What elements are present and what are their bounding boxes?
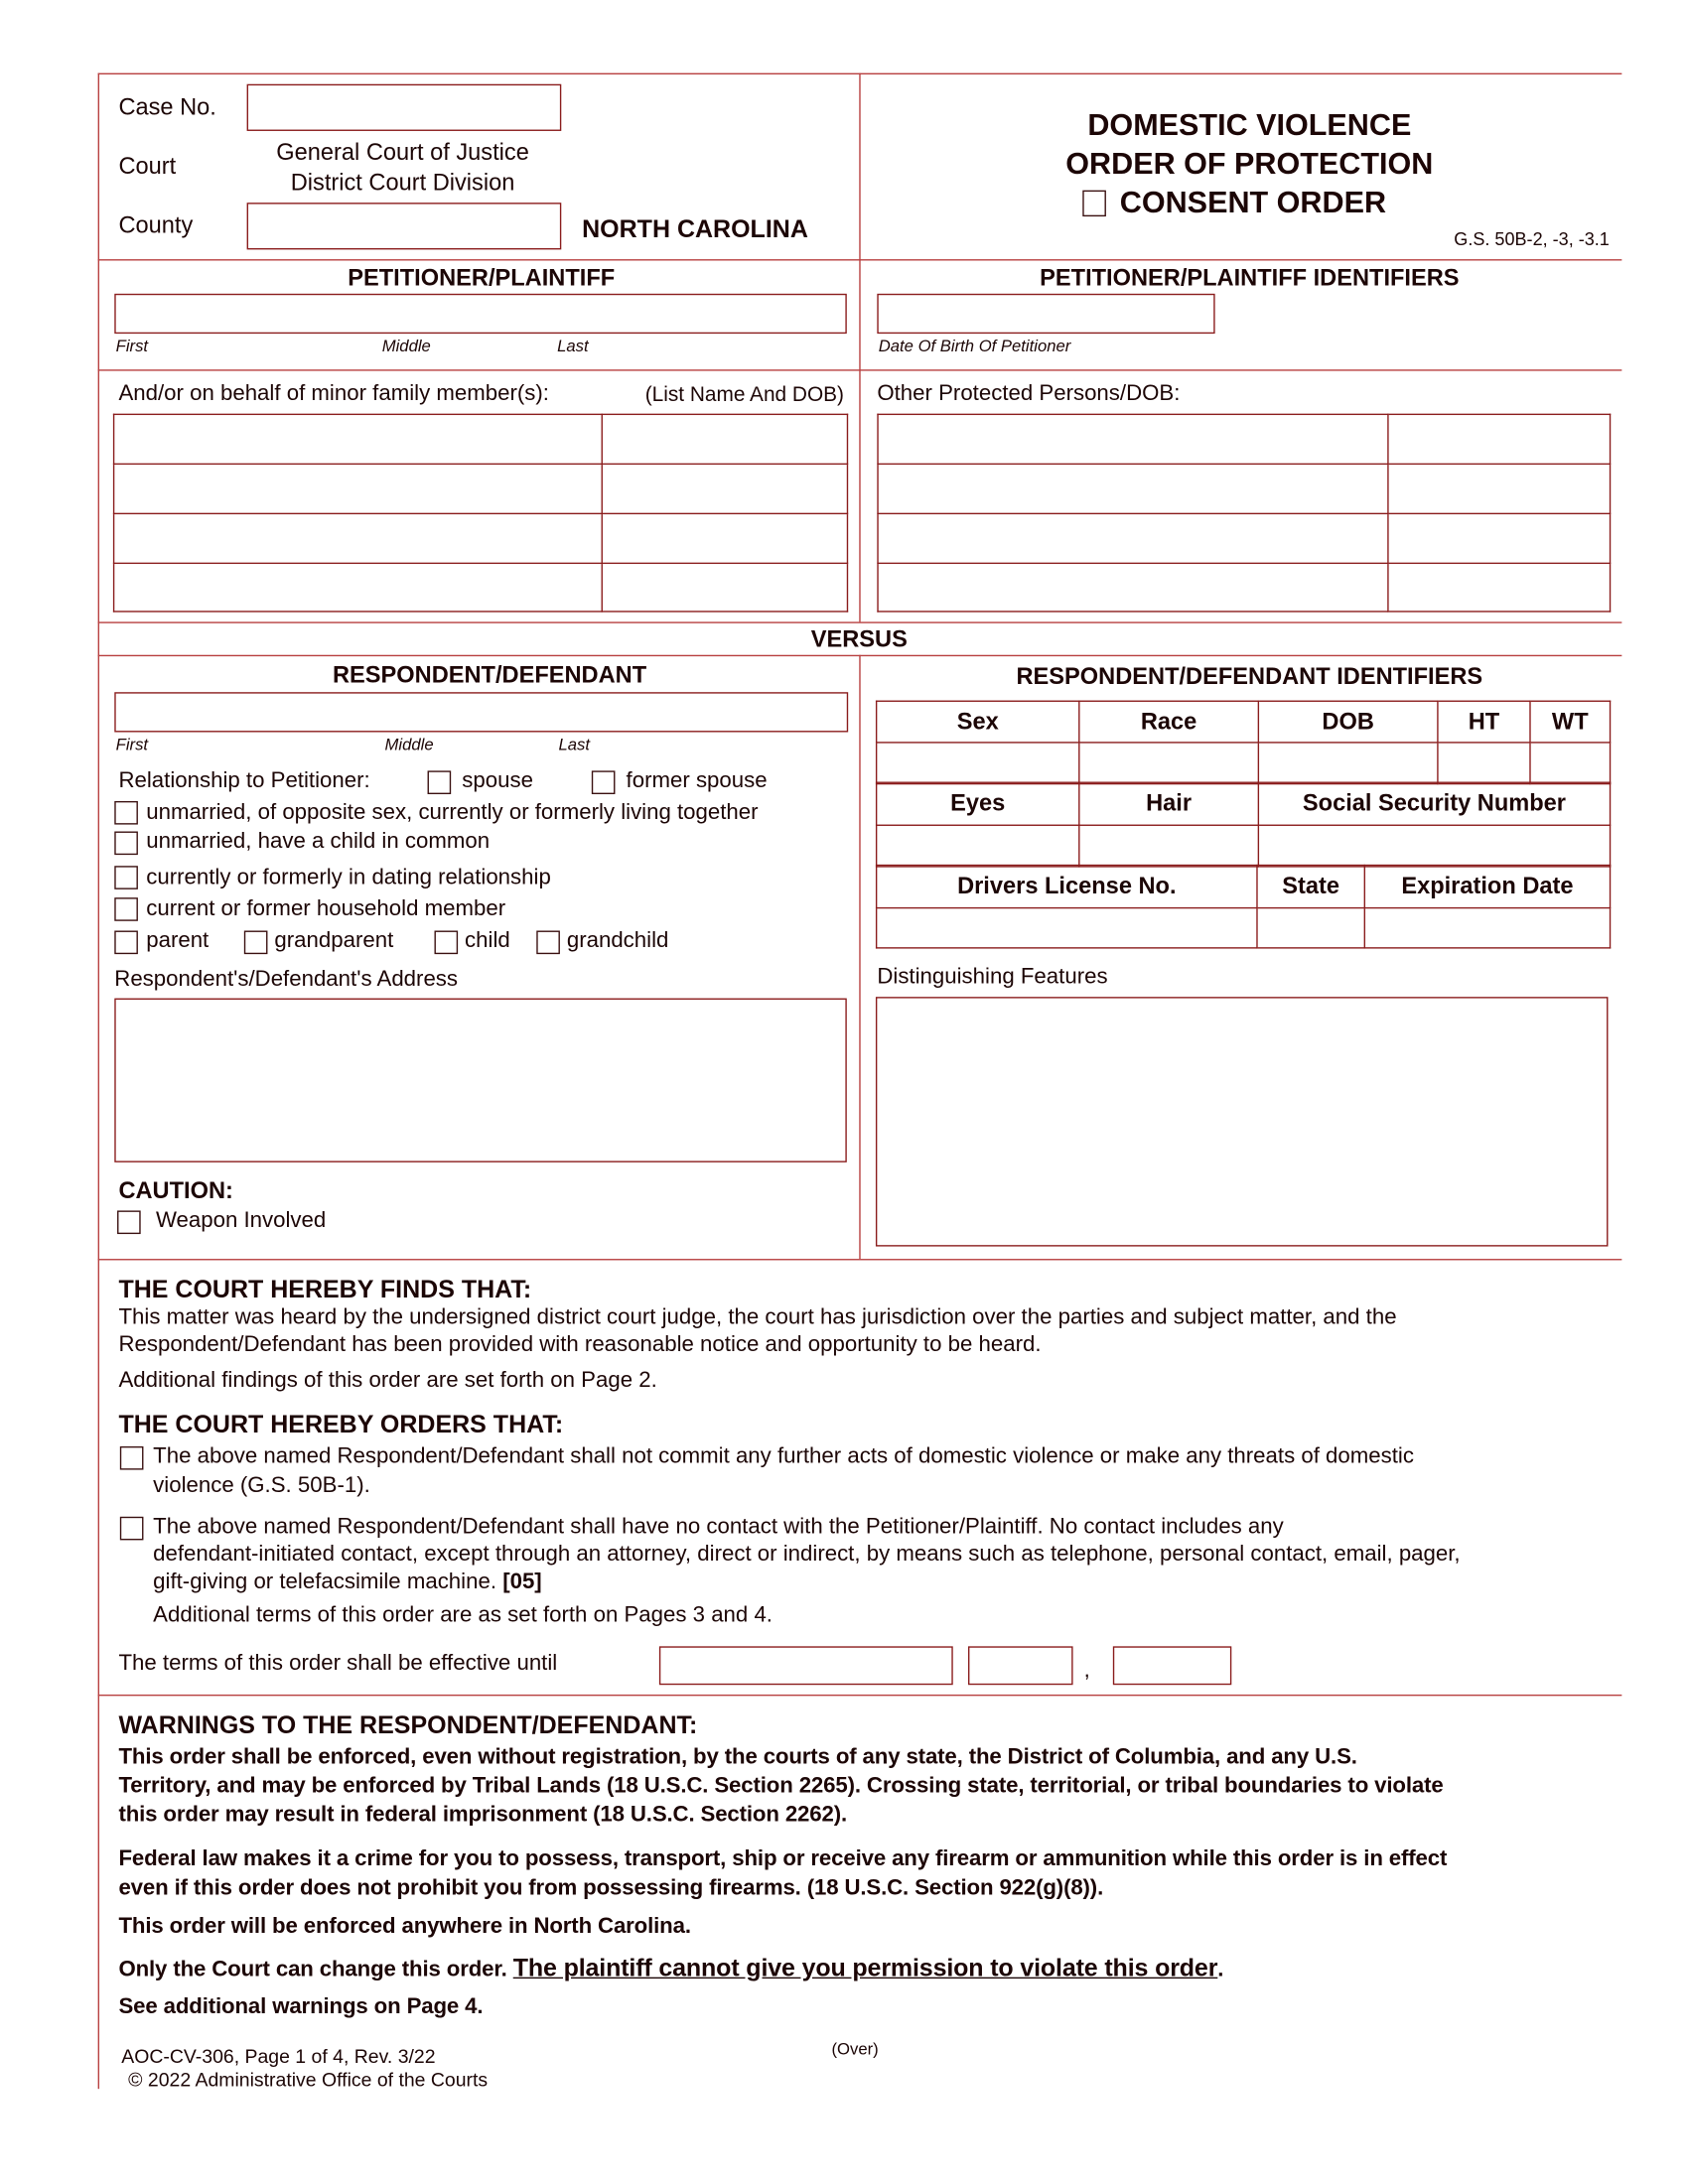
petitioner-heading: PETITIONER/PLAINTIFF bbox=[348, 264, 616, 292]
divider bbox=[98, 259, 1622, 260]
household-label: current or former household member bbox=[146, 897, 506, 921]
last-name-caption: Last bbox=[557, 336, 589, 356]
orders-heading: THE COURT HEREBY ORDERS THAT: bbox=[118, 1410, 564, 1438]
hair-cell[interactable] bbox=[1079, 825, 1259, 867]
parent-checkbox[interactable] bbox=[114, 931, 138, 955]
petitioner-name-input[interactable] bbox=[114, 294, 847, 334]
grandchild-label: grandchild bbox=[566, 929, 669, 953]
warning1-line2: Territory, and may be enforced by Tribal Lands (18 U.S.C. Section 2265). Crossing state, territorial, or tribal boundaries to violate bbox=[118, 1774, 1444, 1799]
consent-order-checkbox[interactable] bbox=[1082, 191, 1106, 216]
court-label: Court bbox=[118, 153, 177, 180]
respondent-identifiers-table bbox=[876, 701, 1611, 785]
additional-terms: Additional terms of this order are as set forth on Pages 3 and 4. bbox=[153, 1603, 773, 1627]
date-comma: , bbox=[1083, 1658, 1090, 1683]
address-input[interactable] bbox=[114, 999, 847, 1162]
caution-label: CAUTION: bbox=[118, 1177, 233, 1204]
eyes-cell[interactable] bbox=[877, 825, 1079, 867]
divider bbox=[859, 73, 860, 622]
consent-order-label: CONSENT ORDER bbox=[1119, 185, 1387, 219]
dating-label: currently or formerly in dating relationship bbox=[146, 866, 551, 889]
county-label: County bbox=[118, 211, 194, 239]
ht-header: HT bbox=[1438, 701, 1530, 743]
minor-members-label: And/or on behalf of minor family member(s): bbox=[118, 381, 549, 406]
protected-dob-cell[interactable] bbox=[1388, 513, 1611, 563]
other-protected-table bbox=[877, 414, 1611, 613]
over-label: (Over) bbox=[831, 2039, 879, 2059]
minor-members-hint: (List Name And DOB) bbox=[644, 383, 845, 407]
form-title-line1: DOMESTIC VIOLENCE bbox=[1087, 107, 1412, 143]
expiration-header: Expiration Date bbox=[1364, 866, 1610, 908]
race-cell[interactable] bbox=[1079, 743, 1259, 784]
divider bbox=[98, 1695, 1622, 1696]
petitioner-identifiers-heading: PETITIONER/PLAINTIFF IDENTIFIERS bbox=[1040, 264, 1460, 292]
spouse-label: spouse bbox=[462, 769, 533, 793]
middle-name-caption: Middle bbox=[384, 735, 434, 754]
effective-year-input[interactable] bbox=[1113, 1646, 1231, 1685]
ht-cell[interactable] bbox=[1438, 743, 1530, 784]
versus-label: VERSUS bbox=[810, 625, 908, 652]
other-protected-label: Other Protected Persons/DOB: bbox=[877, 381, 1181, 406]
former-spouse-label: former spouse bbox=[626, 769, 768, 793]
weapon-involved-label: Weapon Involved bbox=[155, 1209, 327, 1233]
sex-header: Sex bbox=[877, 701, 1079, 743]
living-together-label: unmarried, of opposite sex, currently or formerly living together bbox=[146, 800, 759, 825]
state-label: NORTH CAROLINA bbox=[582, 214, 808, 243]
hair-header: Hair bbox=[1079, 782, 1259, 825]
warnings-heading: WARNINGS TO THE RESPONDENT/DEFENDANT: bbox=[118, 1710, 698, 1739]
parent-label: parent bbox=[146, 929, 210, 953]
household-checkbox[interactable] bbox=[114, 897, 138, 921]
protected-name-cell[interactable] bbox=[878, 563, 1388, 612]
findings-heading: THE COURT HEREBY FINDS THAT: bbox=[118, 1275, 532, 1303]
warning1-line1: This order shall be enforced, even without registration, by the courts of any state, the District of Columbia, and any U.S. bbox=[118, 1745, 1357, 1769]
order1-text-line1: The above named Respondent/Defendant shall not commit any further acts of domestic violence or make any threats of domestic bbox=[153, 1444, 1414, 1469]
county-input[interactable] bbox=[247, 203, 562, 249]
weapon-involved-checkbox[interactable] bbox=[117, 1210, 141, 1234]
warning2-line1: Federal law makes it a crime for you to possess, transport, ship or receive any firearm or ammunition while this order is in effect bbox=[118, 1847, 1448, 1871]
effective-day-input[interactable] bbox=[968, 1646, 1073, 1685]
respondent-heading: RESPONDENT/DEFENDANT bbox=[332, 661, 647, 689]
child-label: child bbox=[465, 929, 510, 953]
ssn-cell[interactable] bbox=[1258, 825, 1610, 867]
wt-header: WT bbox=[1530, 701, 1611, 743]
protected-name-cell[interactable] bbox=[878, 414, 1388, 464]
address-label: Respondent's/Defendant's Address bbox=[114, 968, 459, 992]
protected-dob-cell[interactable] bbox=[1388, 563, 1611, 612]
distinguishing-features-label: Distinguishing Features bbox=[877, 965, 1108, 989]
no-contact-checkbox[interactable] bbox=[120, 1517, 144, 1541]
divider bbox=[98, 655, 1622, 656]
grandparent-label: grandparent bbox=[274, 929, 394, 953]
order2-text-line3: gift-giving or telefacsimile machine. bbox=[153, 1570, 497, 1594]
warning1-line3: this order may result in federal imprisonment (18 U.S.C. Section 2262). bbox=[118, 1803, 848, 1828]
court-name-line2: District Court Division bbox=[290, 169, 515, 197]
warning2-line2: even if this order does not prohibit you from possessing firearms. (18 U.S.C. Section 922(g)(8)). bbox=[118, 1876, 1104, 1900]
last-name-caption: Last bbox=[558, 735, 591, 754]
warning4-emphasis: The plaintiff cannot give you permission to violate this order bbox=[512, 1954, 1218, 1981]
divider bbox=[98, 369, 1622, 370]
case-no-label: Case No. bbox=[118, 93, 216, 120]
dob-header: DOB bbox=[1258, 701, 1438, 743]
petitioner-dob-input[interactable] bbox=[877, 294, 1214, 334]
petitioner-dob-caption: Date Of Birth Of Petitioner bbox=[878, 336, 1071, 356]
protected-name-cell[interactable] bbox=[878, 464, 1388, 513]
first-name-caption: First bbox=[115, 735, 149, 754]
race-header: Race bbox=[1079, 701, 1259, 743]
middle-name-caption: Middle bbox=[381, 336, 431, 356]
expiration-cell[interactable] bbox=[1364, 908, 1610, 948]
effective-month-input[interactable] bbox=[659, 1646, 953, 1685]
dating-checkbox[interactable] bbox=[114, 866, 138, 889]
warning5: See additional warnings on Page 4. bbox=[118, 1994, 484, 2019]
protected-name-cell[interactable] bbox=[878, 513, 1388, 563]
minor-name-cell[interactable] bbox=[114, 414, 603, 464]
grandchild-checkbox[interactable] bbox=[536, 931, 560, 955]
statute-reference: G.S. 50B-2, -3, -3.1 bbox=[1454, 228, 1610, 250]
eyes-header: Eyes bbox=[877, 782, 1079, 825]
distinguishing-features-input[interactable] bbox=[876, 997, 1609, 1246]
protected-dob-cell[interactable] bbox=[1388, 414, 1611, 464]
former-spouse-checkbox[interactable] bbox=[592, 770, 616, 794]
minor-dob-cell[interactable] bbox=[602, 513, 847, 563]
minor-name-cell[interactable] bbox=[114, 464, 603, 513]
drivers-license-cell[interactable] bbox=[877, 908, 1257, 948]
warning4-part1: Only the Court can change this order. bbox=[118, 1958, 507, 1981]
minor-dob-cell[interactable] bbox=[602, 464, 847, 513]
order2-code: [05] bbox=[502, 1570, 542, 1594]
spouse-checkbox[interactable] bbox=[428, 770, 452, 794]
living-together-checkbox[interactable] bbox=[114, 801, 138, 825]
minor-dob-cell[interactable] bbox=[602, 414, 847, 464]
ssn-header: Social Security Number bbox=[1258, 782, 1610, 825]
child-in-common-label: unmarried, have a child in common bbox=[146, 830, 491, 854]
respondent-identifiers-table-3 bbox=[876, 865, 1611, 949]
divider bbox=[98, 1259, 1622, 1260]
divider bbox=[98, 621, 1622, 622]
protected-dob-cell[interactable] bbox=[1388, 464, 1611, 513]
divider bbox=[98, 73, 99, 2090]
wt-cell[interactable] bbox=[1530, 743, 1611, 784]
child-checkbox[interactable] bbox=[435, 931, 459, 955]
order2-text-line1: The above named Respondent/Defendant shall have no contact with the Petitioner/Plaintiff. No contact includes any bbox=[153, 1515, 1284, 1540]
no-further-violence-checkbox[interactable] bbox=[120, 1446, 144, 1470]
findings-text-line2: Respondent/Defendant has been provided with reasonable notice and opportunity to be heard. bbox=[118, 1333, 1042, 1357]
order2-text-line2: defendant-initiated contact, except through an attorney, direct or indirect, by means such as telephone, personal contact, email, pager, bbox=[153, 1543, 1461, 1567]
copyright: © 2022 Administrative Office of the Courts bbox=[128, 2068, 489, 2091]
court-name-line1: General Court of Justice bbox=[276, 139, 529, 166]
first-name-caption: First bbox=[115, 336, 149, 356]
warning3: This order will be enforced anywhere in North Carolina. bbox=[118, 1915, 691, 1939]
form-title-line2: ORDER OF PROTECTION bbox=[1065, 146, 1434, 181]
respondent-identifiers-heading: RESPONDENT/DEFENDANT IDENTIFIERS bbox=[1016, 663, 1483, 690]
grandparent-checkbox[interactable] bbox=[244, 931, 268, 955]
minor-name-cell[interactable] bbox=[114, 563, 603, 612]
sex-cell[interactable] bbox=[877, 743, 1079, 784]
child-in-common-checkbox[interactable] bbox=[114, 832, 138, 856]
findings-text-line1: This matter was heard by the undersigned district court judge, the court has jurisdiction over the parties and subject matter, and the bbox=[118, 1305, 1397, 1329]
form-id: AOC-CV-306, Page 1 of 4, Rev. 3/22 bbox=[121, 2044, 436, 2067]
respondent-identifiers-table-2 bbox=[876, 782, 1611, 868]
warning4-period: . bbox=[1217, 1958, 1224, 1981]
minor-members-table bbox=[113, 414, 848, 613]
state-header: State bbox=[1257, 866, 1364, 908]
effective-until-label: The terms of this order shall be effective until bbox=[118, 1651, 558, 1676]
respondent-name-input[interactable] bbox=[114, 692, 848, 732]
state-cell[interactable] bbox=[1257, 908, 1364, 948]
relationship-label: Relationship to Petitioner: bbox=[118, 769, 370, 793]
drivers-license-header: Drivers License No. bbox=[877, 866, 1257, 908]
case-no-input[interactable] bbox=[247, 84, 562, 131]
order1-text-line2: violence (G.S. 50B-1). bbox=[153, 1473, 370, 1498]
divider bbox=[859, 655, 860, 1259]
additional-findings: Additional findings of this order are set forth on Page 2. bbox=[118, 1369, 657, 1393]
dob-cell[interactable] bbox=[1258, 743, 1438, 784]
minor-name-cell[interactable] bbox=[114, 513, 603, 563]
minor-dob-cell[interactable] bbox=[602, 563, 847, 612]
